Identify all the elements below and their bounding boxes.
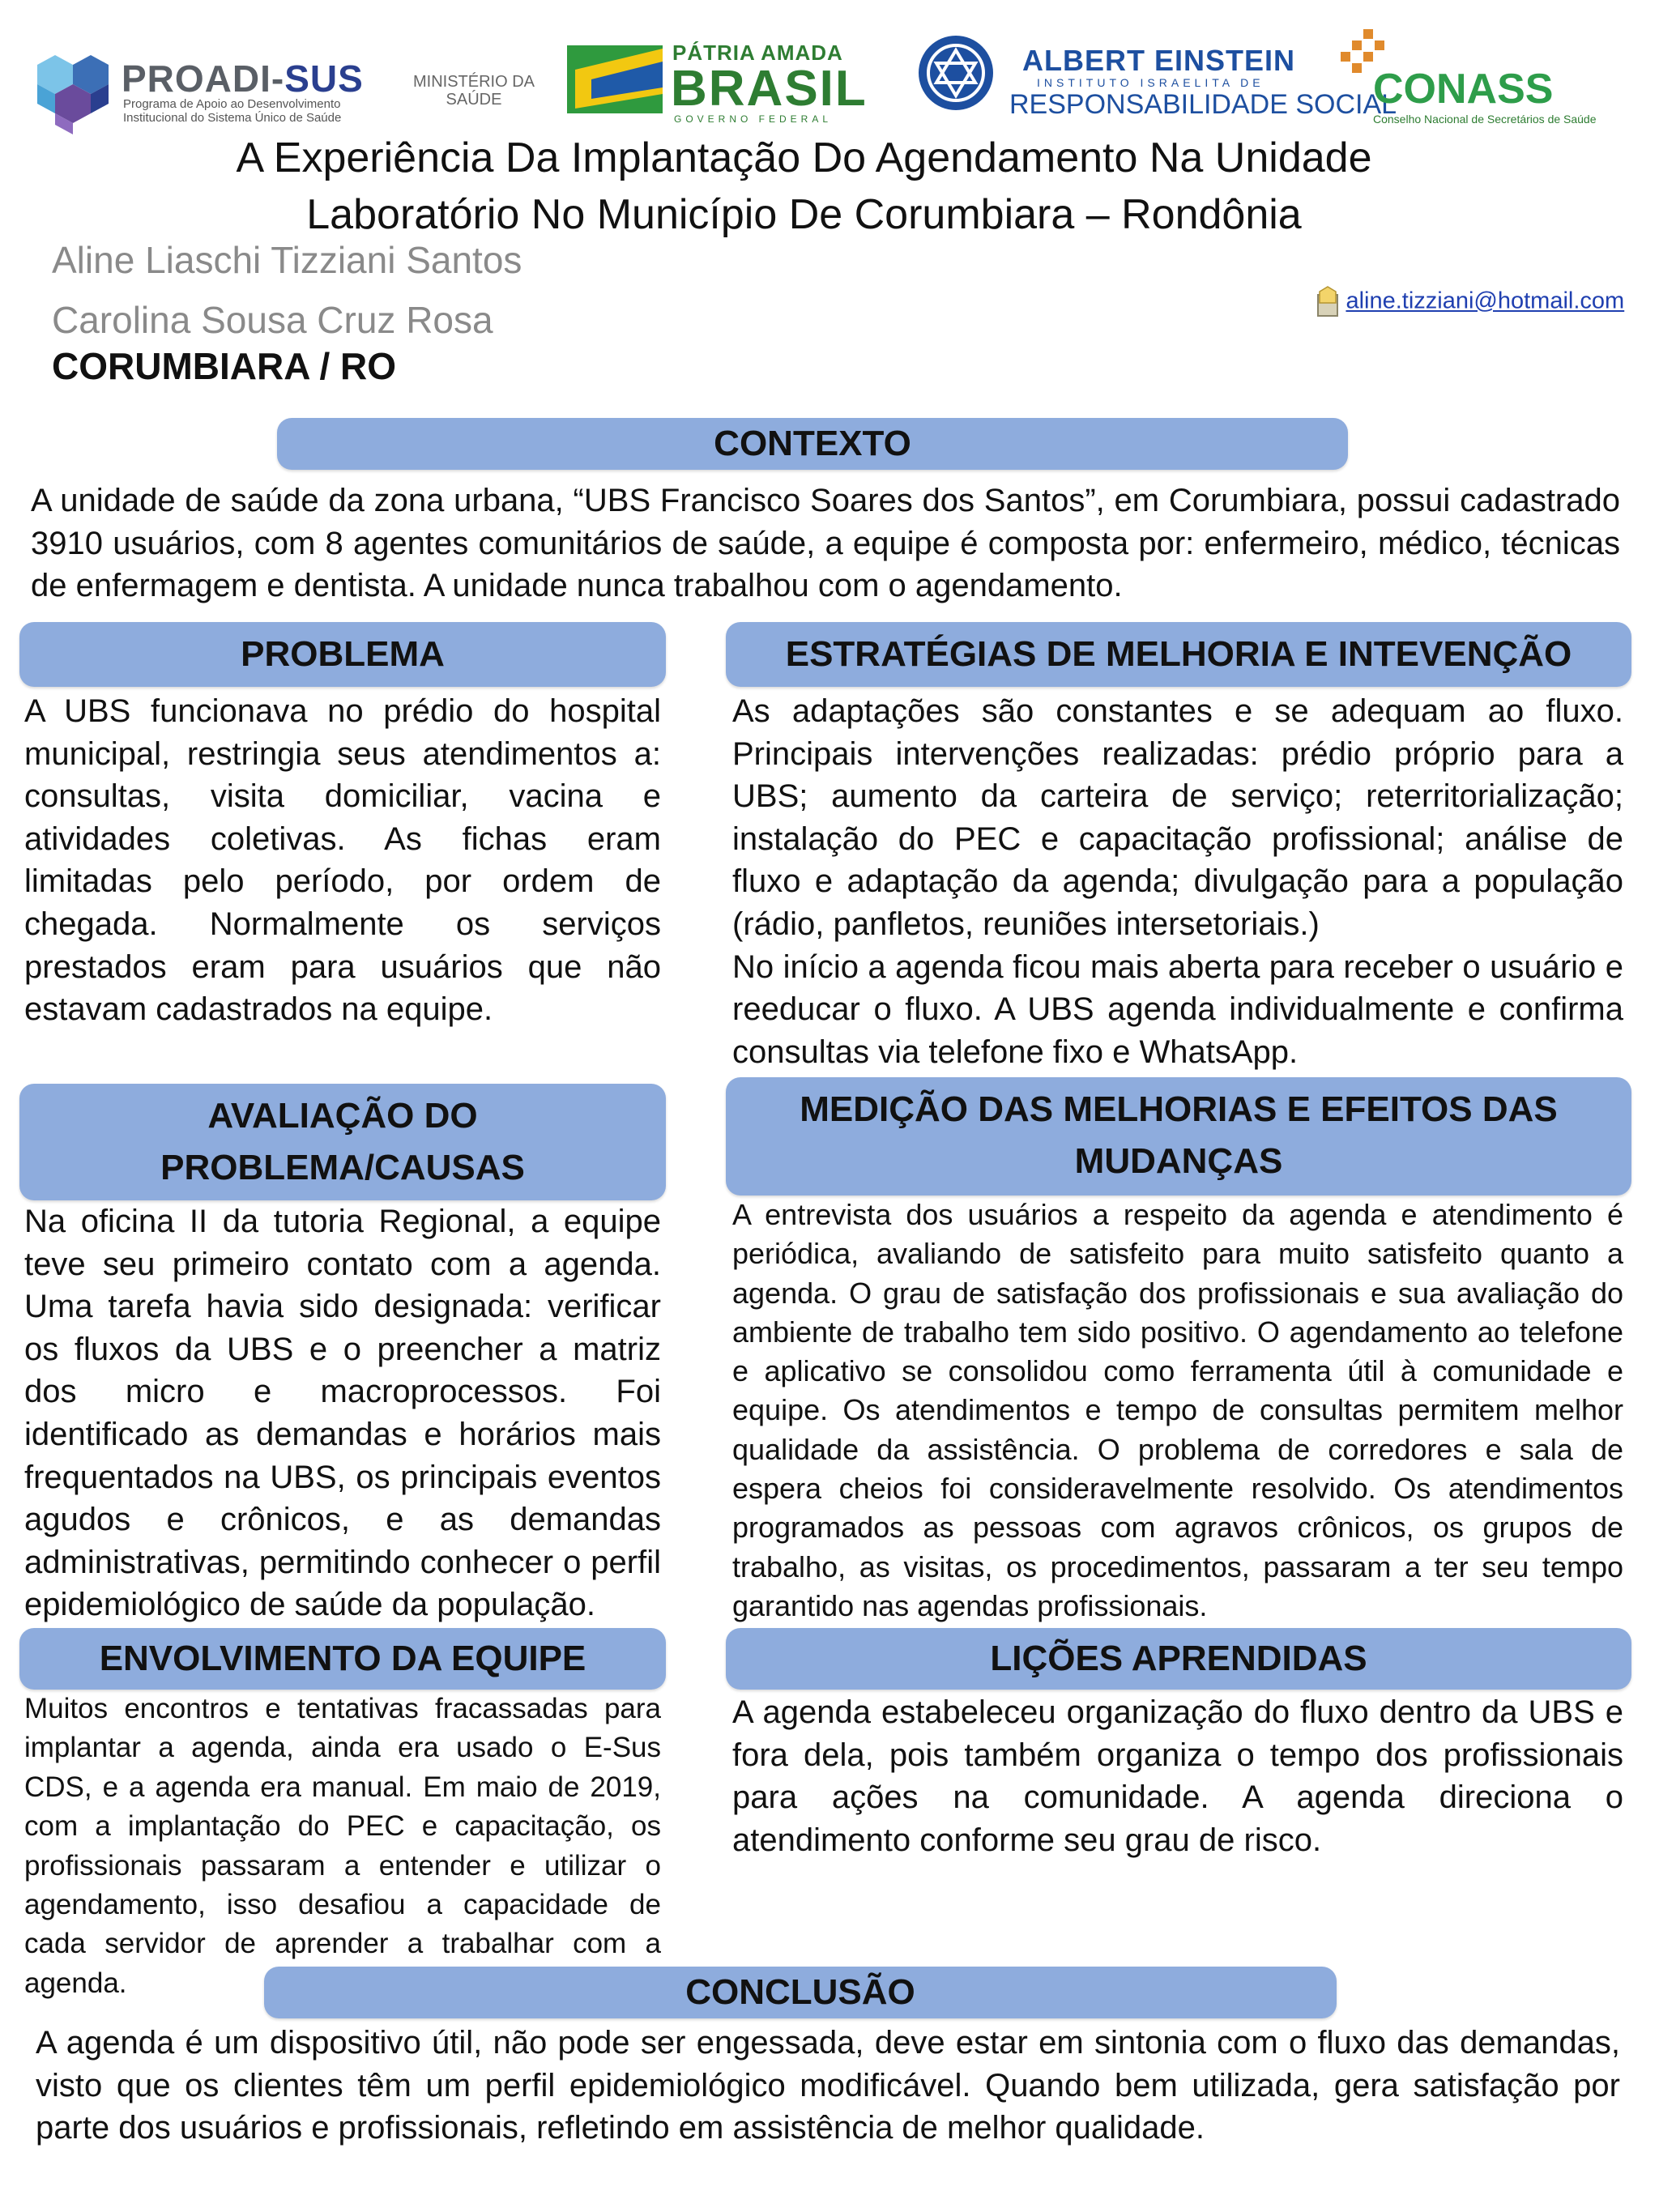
section-header-problema: PROBLEMA [19,622,666,687]
section-body-problema: A UBS funcionava no prédio do hospital municipal, restringia seus atendimentos a: consultas, visita domiciliar, vacina e atividades coletivas. As fichas eram limitadas pelo período, por ordem de chegada. Normalmente os serviços prestados eram para usuários que não estavam cadastrados na equipe. [24,693,661,1028]
patria-amada-brasil-logo [567,39,868,125]
section-body-medicao: A entrevista dos usuários a respeito da agenda e atendimento é periódica, avaliando de satisfeito para muito satisfeito quanto a agenda. O grau de satisfação dos profissionais e sua avaliação do ambiente de trabalho tem sido positivo. O agendamento ao telefone e aplicativo se consolidou como ferramenta útil à comunidade e equipe. Os atendimentos e tempo de consultas permitem melhor qualidade da assistência. O problema de corredores e sala de espera cheios foi consideravelmente resolvido. Os atendimentos programados as pessoas com agravos crônicos, os grupos de trabalho, as visitas, os procedimentos, passaram a ter seu tempo garantido nas agendas profissionais. [732,1198,1623,1622]
avaliacao-title-line1: AVALIAÇÃO DO [207,1096,478,1136]
section-body-contexto: A unidade de saúde da zona urbana, “UBS Francisco Soares dos Santos”, em Corumbiara, possui cadastrado 3910 usuários, com 8 agentes comunitários de saúde, a equipe é composta por: enfermeiro, médico, técnicas de enfermagem e dentista. A unidade nunca trabalhou com o agendamento. [31,483,1620,604]
email-contact[interactable] [1316,285,1624,318]
section-header-contexto: CONTEXTO [277,418,1348,470]
section-body-envolvimento: Muitos encontros e tentativas fracassadas para implantar a agenda, ainda era usado o E-Sus CDS, e a agenda era manual. Em maio de 2019, com a implantação do PEC e capacitação, os profissionais passaram a entender e utilizar o agendamento, isso desafiou a capacidade de cada servidor de aprender a trabalhar com a agenda. [24,1693,661,1999]
conass-logo [1341,29,1648,126]
poster-title-line2: Laboratório No Município De Corumbiara – Rondônia [306,191,1302,238]
conass-subtitle: Conselho Nacional de Secretários de Saúde [1373,113,1597,126]
section-body-licoes: A agenda estabeleceu organização do fluxo dentro da UBS e fora dela, pois também organiza o tempo dos profissionais para ações na comunidade. A agenda direciona o atendimento conforme seu grau de risco. [732,1694,1623,1858]
section-header-avaliacao [19,1084,666,1200]
medicao-title-line2: MUDANÇAS [1074,1141,1283,1181]
section-body-estrategias [732,690,1623,1073]
patria-line1: PÁTRIA AMADA [672,40,843,65]
section-header-licoes: LIÇÕES APRENDIDAS [726,1628,1631,1690]
einstein-line2: INSTITUTO ISRAELITA DE [1037,76,1265,89]
brazil-flag-icon [567,45,663,113]
medicao-title-line1: MEDIÇÃO DAS MELHORIAS E EFEITOS DAS [800,1089,1558,1129]
proadi-cubes-icon [31,47,120,136]
poster-title [0,130,1608,243]
section-body-avaliacao: Na oficina II da tutoria Regional, a equipe teve seu primeiro contato com a agenda. Uma tarefa havia sido designada: verificar os fluxos da UBS e o preencher a matriz dos micro e macroprocessos. Foi identificado as demandas e horários mais frequentados na UBS, os principais eventos agudos e crônicos, e as demandas administrativas, permitindo conhecer o perfil epidemiológico de saúde da população. [24,1204,661,1623]
author-name: Carolina Sousa Cruz Rosa [52,299,493,341]
conass-name: CONASS [1373,66,1554,113]
section-header-estrategias: ESTRATÉGIAS DE MELHORIA E INTEVENÇÃO [726,622,1631,687]
patria-line3: GOVERNO FEDERAL [674,113,833,125]
location-label: CORUMBIARA / RO [52,345,397,387]
mail-icon [1316,285,1339,318]
estrategias-paragraph-1: As adaptações são constantes e se adequam ao fluxo. Principais intervenções realizadas: prédio próprio para a UBS; aumento da carteira de serviço; reterritorialização; instalação do PEC e capacitação profissional; análise de fluxo e adaptação da agenda; divulgação para a população (rádio, panfletos, reuniões intersetoriais.) [732,693,1623,942]
ministerio-logo-text: MINISTÉRIO DA SAÚDE [413,73,535,109]
author-name: Aline Liaschi Tizziani Santos [52,239,522,281]
avaliacao-title-line2: PROBLEMA/CAUSAS [160,1148,525,1187]
einstein-seal-icon [915,32,996,113]
proadi-brand-name: PROADI-SUS [122,58,364,100]
section-body-conclusao: A agenda é um dispositivo útil, não pode ser engessada, deve estar em sintonia com o fluxo das demandas, visto que os clientes têm um perfil epidemiológico modificável. Quando bem utilizada, gera satisfação por parte dos usuários e profissionais, refletindo em assistência de melhor qualidade. [36,2025,1620,2146]
einstein-line1: ALBERT EINSTEIN [1022,44,1296,77]
albert-einstein-logo [915,32,1397,121]
einstein-line3: RESPONSABILIDADE SOCIAL [1009,89,1397,120]
section-header-envolvimento: ENVOLVIMENTO DA EQUIPE [19,1628,666,1690]
poster-title-line1: A Experiência Da Implantação Do Agendamento Na Unidade [236,134,1372,181]
section-header-conclusao: CONCLUSÃO [264,1967,1337,2018]
estrategias-paragraph-2: No início a agenda ficou mais aberta para receber o usuário e reeducar o fluxo. A UBS agenda individualmente e confirma consultas via telefone fixo e WhatsApp. [732,948,1623,1070]
proadi-subtitle: Programa de Apoio ao Desenvolvimento Institucional do Sistema Único de Saúde [123,97,342,125]
logo-bar [0,0,1659,138]
patria-line2: BRASIL [671,61,868,117]
proadi-sus-logo [31,47,371,136]
section-header-medicao [726,1077,1631,1196]
email-link[interactable]: aline.tizziani@hotmail.com [1346,288,1625,314]
